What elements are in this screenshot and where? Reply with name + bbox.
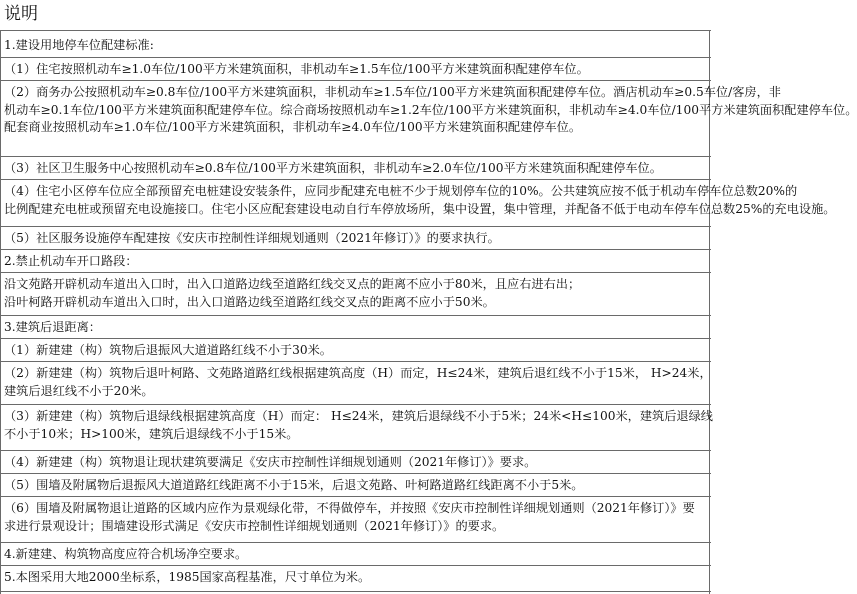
note-row: [0, 339, 711, 362]
note-row: [0, 227, 711, 250]
note-row: [0, 566, 711, 592]
note-line: （2）新建建（构）筑物后退叶柯路、文苑路道路红线根据建筑高度（H）而定，H≤24米，建筑后退红线不小于15米， H>24米，: [4, 366, 712, 380]
note-line: 配套商业按照机动车≥1.0车位/100平方米建筑面积，非机动车≥4.0车位/100平方米建筑面积配建停车位。: [4, 120, 582, 134]
note-line: 建筑后退红线不小于20米。: [4, 383, 154, 398]
note-row: [0, 58, 711, 81]
note-line: （4）住宅小区停车位应全部预留充电桩建设安装条件，应同步配建充电桩不少于规划停车位的10%。公共建筑应按不低于机动车停车位总数20%的: [4, 184, 798, 198]
note-line: 5.本图采用大地2000坐标系，1985国家高程基准，尺寸单位为米。: [4, 570, 371, 584]
note-line: （3）新建建（构）筑物后退绿线根据建筑高度（H）而定： H≤24米，建筑后退绿线不小于5米；24米<H≤100米，建筑后退绿线: [4, 409, 713, 423]
note-line: （2）商务办公按照机动车≥0.8车位/100平方米建筑面积，非机动车≥1.5车位/100平方米建筑面积配建停车位。酒店机动车≥0.5车位/客房，非: [4, 85, 781, 99]
note-row: [0, 250, 711, 273]
note-line: 求进行景观设计；围墙建设形式满足《安庆市控制性详细规划通则（2021年修订）》的要求。: [4, 518, 505, 533]
note-row: [0, 543, 711, 566]
note-row: [0, 451, 711, 474]
note-line: （5）围墙及附属物后退振风大道道路红线距离不小于15米，后退文苑路、叶柯路道路红线距离不小于5米。: [4, 478, 584, 492]
note-line: 机动车≥0.1车位/100平方米建筑面积配建停车位。综合商场按照机动车≥1.2车位/100平方米建筑面积，非机动车≥4.0车位/100平方米建筑面积配建停车位。: [4, 102, 857, 117]
note-line: 沿文苑路开辟机动车道出入口时，出入口道路边线至道路红线交叉点的距离不应小于80米，且应右进右出；: [4, 277, 581, 291]
note-line: （3）社区卫生服务中心按照机动车≥0.8车位/100平方米建筑面积，非机动车≥2.0车位/100平方米建筑面积配建停车位。: [4, 161, 662, 175]
note-line: （1）新建建（构）筑物后退振风大道道路红线不小于30米。: [4, 343, 332, 357]
document-title: 说明: [4, 4, 38, 24]
note-line: 3.建筑后退距离：: [4, 320, 101, 334]
note-line: 2.禁止机动车开口路段：: [4, 254, 138, 268]
note-row: [0, 474, 711, 497]
note-row: [0, 180, 836, 227]
note-row: [0, 362, 711, 405]
note-row: [0, 316, 711, 339]
note-line: （1）住宅按照机动车≥1.0车位/100平方米建筑面积，非机动车≥1.5车位/100平方米建筑面积配建停车位。: [4, 62, 589, 76]
note-row: [0, 497, 711, 543]
note-row: [0, 405, 711, 451]
note-line: 比例配建充电桩或预留充电设施接口。住宅小区应配套建设电动自行车停放场所，集中设置，集中管理，并配备不低于电动车停车位总数25%的充电设施。: [4, 201, 836, 216]
note-row: [0, 157, 711, 180]
note-row: [0, 81, 857, 157]
note-line: 4.新建建、构筑物高度应符合机场净空要求。: [4, 547, 248, 561]
note-row: [0, 273, 711, 316]
note-line: 沿叶柯路开辟机动车道出入口时，出入口道路边线至道路红线交叉点的距离不应小于50米。: [4, 294, 495, 309]
note-line: 不小于10米；H>100米，建筑后退绿线不小于15米。: [4, 426, 299, 441]
note-line: （4）新建建（构）筑物退让现状建筑要满足《安庆市控制性详细规划通则（2021年修订）》要求。: [4, 455, 537, 469]
note-row: [0, 31, 711, 58]
note-line: （5）社区服务设施停车配建按《安庆市控制性详细规划通则（2021年修订）》的要求执行。: [4, 231, 500, 245]
note-line: 1.建设用地停车位配建标准:: [4, 38, 154, 52]
note-line: （6）围墙及附属物退让道路的区域内应作为景观绿化带，不得做停车，并按照《安庆市控制性详细规划通则（2021年修订）》要: [4, 501, 695, 515]
